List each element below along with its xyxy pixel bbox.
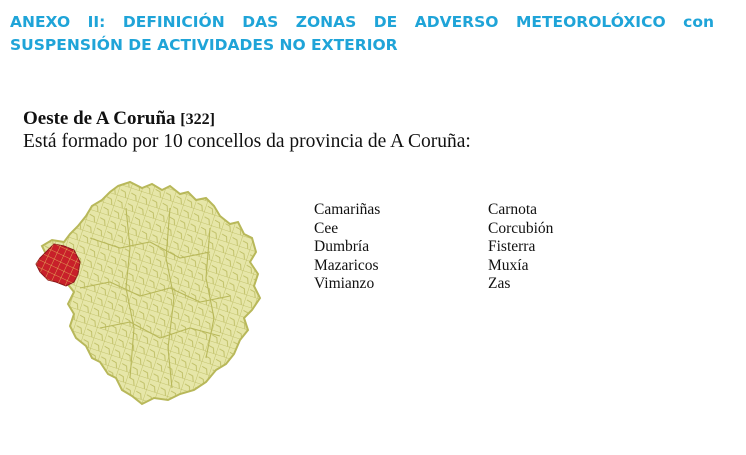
council-item: Cee: [314, 219, 339, 237]
zone-title: [23, 108, 215, 130]
province-outline: [40, 182, 260, 404]
council-list-col2: [488, 201, 553, 294]
council-item: Vimianzo: [314, 275, 375, 292]
council-item: Camariñas: [314, 201, 381, 218]
annex-heading-line1: ANEXO II: DEFINICIÓN DAS ZONAS DE ADVERSO METEOROLÓXICO con: [10, 13, 714, 31]
zone-name: Oeste de A Coruña: [23, 108, 176, 129]
council-list-col1: [314, 201, 380, 294]
council-item: Dumbría: [314, 238, 370, 255]
zone-description: Está formado por 10 concellos da provincia de A Coruña:: [23, 131, 471, 152]
council-item: Zas: [488, 275, 511, 292]
council-item: Corcubión: [488, 219, 554, 237]
council-item: Carnota: [488, 201, 538, 218]
zone-code: [322]: [180, 111, 215, 128]
province-map: [30, 178, 266, 406]
highlighted-zone-oeste: [36, 244, 80, 286]
council-item: Mazaricos: [314, 256, 379, 274]
annex-heading: [10, 11, 714, 57]
annex-heading-line2: SUSPENSIÓN DE ACTIVIDADES NO EXTERIOR: [10, 36, 398, 54]
council-item: Fisterra: [488, 238, 536, 255]
council-item: Muxía: [488, 256, 529, 274]
